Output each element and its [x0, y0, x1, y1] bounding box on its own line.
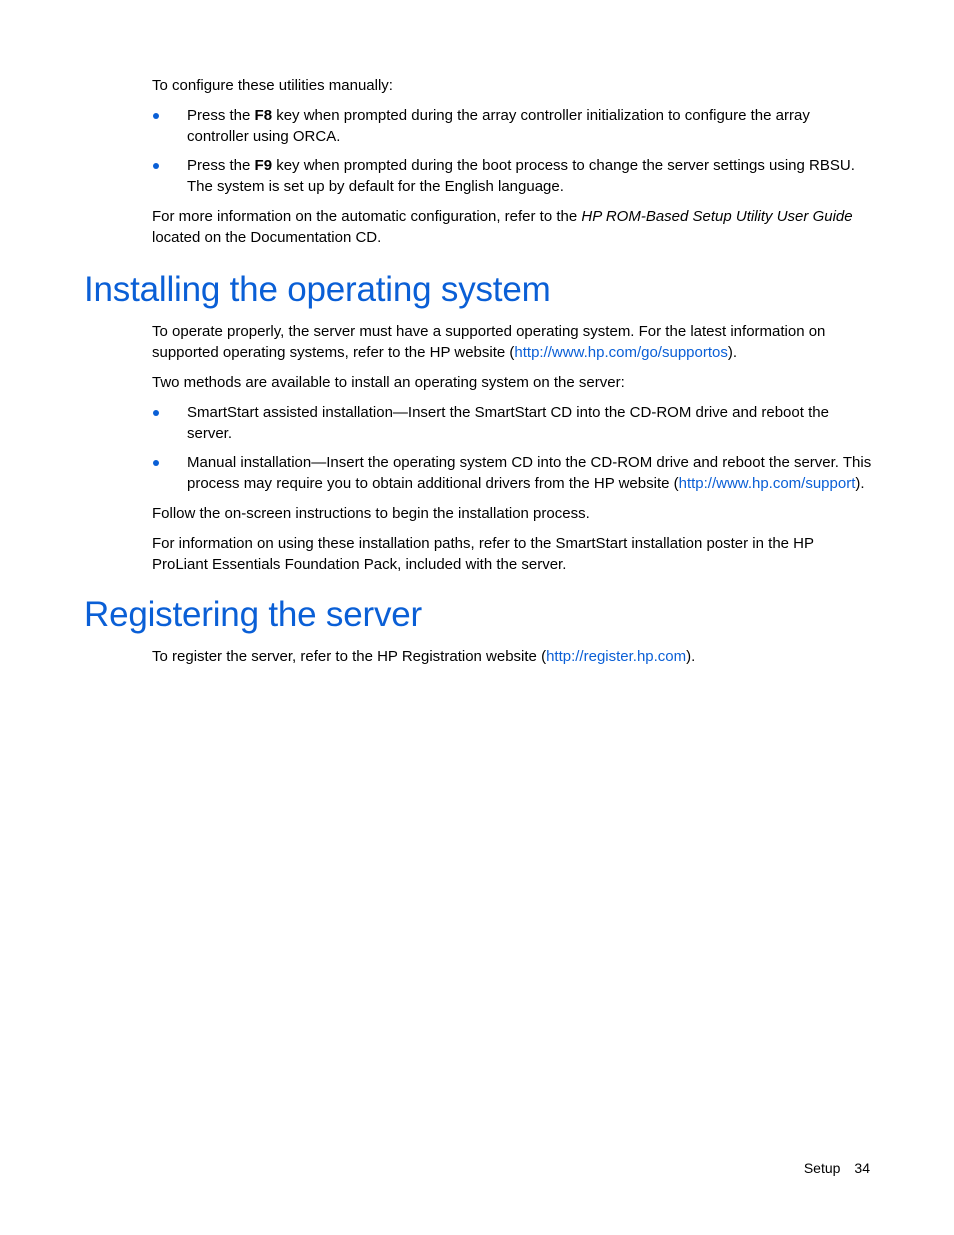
footer-section-label: Setup: [803, 1160, 841, 1176]
installing-section: [152, 321, 872, 584]
bullet-dot-icon: [153, 460, 159, 466]
heading-registering-server: Registering the server: [84, 595, 422, 634]
list-item: Manual installation—Insert the operating system CD into the CD-ROM drive and reboot the server. This process may require you to obtain additional drivers from the HP website (http://www.hp.com/support).: [152, 452, 872, 494]
registration-link[interactable]: http://register.hp.com: [546, 648, 687, 665]
intro-section: [152, 75, 872, 257]
installing-paragraph-3: Follow the on-screen instructions to begin the installation process.: [152, 505, 590, 522]
installing-paragraph-2: Two methods are available to install an operating system on the server:: [152, 374, 625, 391]
supportos-link[interactable]: http://www.hp.com/go/supportos: [514, 344, 728, 361]
key-f8: F8: [254, 107, 273, 124]
bullet-dot-icon: [153, 113, 159, 119]
list-item: SmartStart assisted installation—Insert the SmartStart CD into the CD-ROM drive and reboot the server.: [152, 402, 872, 444]
registering-section: [152, 646, 872, 676]
page-footer: [804, 1158, 870, 1178]
page-number: 34: [854, 1160, 870, 1176]
bullet-dot-icon: [153, 410, 159, 416]
guide-title: HP ROM-Based Setup Utility User Guide: [581, 208, 853, 225]
install-methods-list: [152, 402, 872, 494]
heading-installing-os: Installing the operating system: [84, 270, 551, 309]
key-f9: F9: [254, 157, 273, 174]
registering-paragraph: To register the server, refer to the HP Registration website (http://register.hp.com).: [152, 648, 696, 665]
bullet-dot-icon: [153, 163, 159, 169]
list-item: Press the F8 key when prompted during the array controller initialization to configure the array controller using ORCA.: [152, 105, 872, 147]
installing-paragraph-1: To operate properly, the server must have a supported operating system. For the latest information on supported operating systems, refer to the HP website (http://www.hp.com/go/supportos).: [152, 323, 826, 361]
list-item: Press the F9 key when prompted during the boot process to change the server settings using RBSU. The system is set up by default for the English language.: [152, 155, 872, 197]
intro-lead: To configure these utilities manually:: [152, 77, 393, 94]
installing-paragraph-4: For information on using these installation paths, refer to the SmartStart installation poster in the HP ProLiant Essentials Foundation Pack, included with the server.: [152, 535, 814, 573]
intro-bullet-list: [152, 105, 872, 197]
support-link[interactable]: http://www.hp.com/support: [678, 475, 856, 492]
more-info-paragraph: For more information on the automatic configuration, refer to the HP ROM-Based Setup Utility User Guide located on the Documentation CD.: [152, 208, 853, 246]
